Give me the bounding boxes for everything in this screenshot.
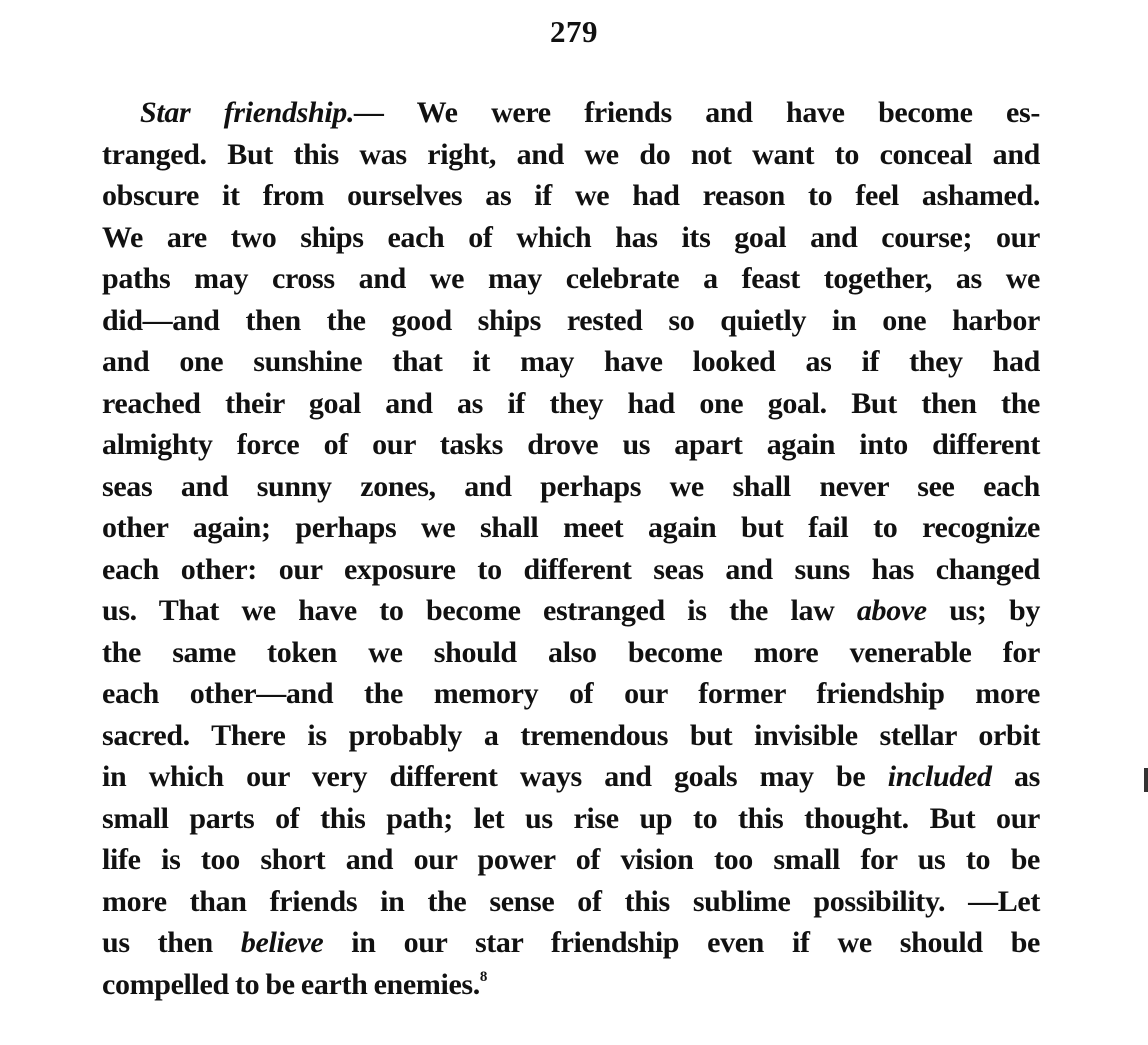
text-line: compelled to be earth enemies.$^8$: [102, 967, 488, 1001]
text-line: each other: our exposure to different seas and suns has changed: [102, 552, 1040, 586]
text-line: reached their goal and as if they had one goal. But then the: [102, 386, 1040, 420]
text-line: seas and sunny zones, and perhaps we shall never see each: [102, 469, 1040, 503]
footnote-marker: 8: [479, 968, 488, 985]
page-number: 279: [550, 14, 598, 49]
text-line: us then believe in our star friendship even if we should be: [102, 926, 1041, 959]
text-line: paths may cross and we may celebrate a feast together, as we: [102, 262, 1040, 295]
text-line: other again; perhaps we shall meet again but fail to recognize: [102, 511, 1040, 544]
emphasis: included: [887, 760, 992, 793]
text-line: life is too short and our power of vision too small for us to be: [102, 843, 1040, 876]
text-line: and one sunshine that it may have looked as if they had: [102, 345, 1040, 378]
text-line: the same token we should also become more venerable for: [102, 635, 1040, 669]
margin-mark: [1144, 768, 1148, 792]
text-line: small parts of this path; let us rise up to this thought. But our: [102, 801, 1040, 835]
text-line: tranged. But this was right, and we do not want to conceal and: [102, 137, 1040, 171]
text-line: Star friendship.— We were friends and have become es-: [140, 96, 1040, 129]
text-line: We are two ships each of which has its goal and course; our: [102, 220, 1040, 254]
text-line: more than friends in the sense of this sublime possibility. —Let: [102, 884, 1040, 918]
text-line: sacred. There is probably a tremendous but invisible stellar orbit: [102, 718, 1040, 752]
text-line: almighty force of our tasks drove us apart again into different: [102, 428, 1040, 461]
emphasis: above: [856, 594, 927, 627]
emphasis: believe: [240, 926, 324, 959]
text-line: us. That we have to become estranged is the law above us; by: [102, 594, 1040, 627]
aphorism-paragraph: [102, 92, 1040, 1005]
text-line: did—and then the good ships rested so quietly in one harbor: [102, 303, 1040, 337]
text-line: in which our very different ways and goals may be included as: [102, 760, 1040, 793]
text-line: obscure it from ourselves as if we had reason to feel ashamed.: [102, 179, 1040, 212]
section-title: Star friendship.—: [140, 96, 384, 129]
text-line: each other—and the memory of our former friendship more: [102, 677, 1040, 710]
